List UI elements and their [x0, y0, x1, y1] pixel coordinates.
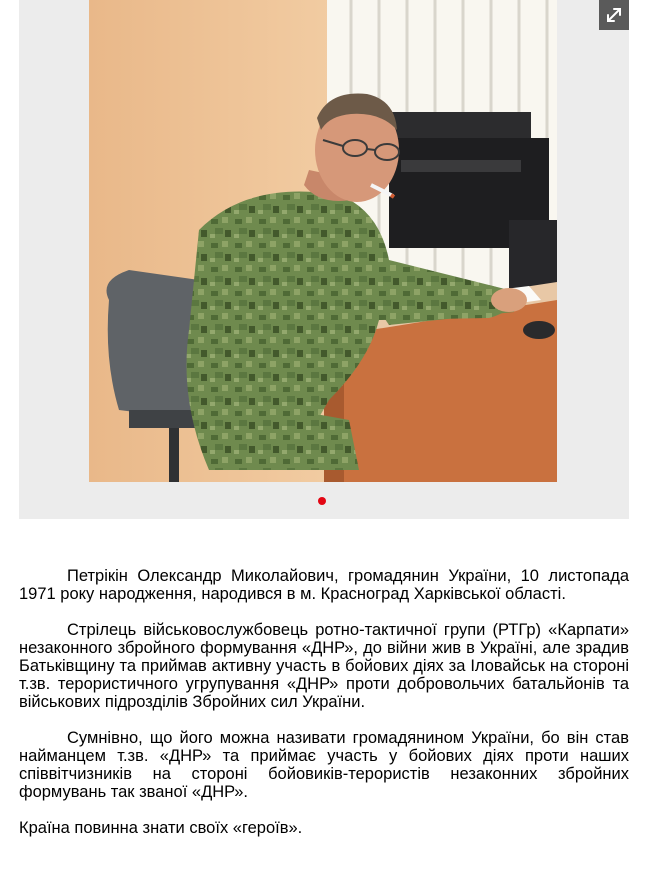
article-paragraph: Стрілець військовослужбовець ротно-тактичної групи (РТГр) «Карпати» незаконного збройного формування «ДНР», до війни жив в Україні, але зрадив Батьківщину та приймав активну участь в бойових діях за Іловайськ на стороні т.зв. терористичного угрупування «ДНР» проти добровольчих батальйонів та військових підрозділів Збройних сил України. — [19, 621, 629, 711]
photo-gallery — [19, 0, 629, 519]
photo-image — [89, 0, 557, 482]
gallery-photo[interactable] — [89, 0, 557, 482]
article-body — [19, 567, 629, 837]
expand-icon — [599, 0, 629, 30]
article-paragraph: Петрікін Олександр Миколайович, громадянин України, 10 листопада 1971 року народження, народився в м. Красноград Харківської області. — [19, 567, 629, 603]
article-paragraph: Країна повинна знати своїх «героїв». — [19, 819, 303, 837]
gallery-dot-active[interactable] — [318, 497, 326, 505]
article-paragraph: Сумнівно, що його можна називати громадянином України, бо він став найманцем т.зв. «ДНР» та приймає участь у бойових діях проти наших співвітчизників на стороні бойовиків-терористів незаконних збройних формувань так званої «ДНР». — [19, 729, 629, 801]
fullscreen-button[interactable] — [599, 0, 629, 30]
